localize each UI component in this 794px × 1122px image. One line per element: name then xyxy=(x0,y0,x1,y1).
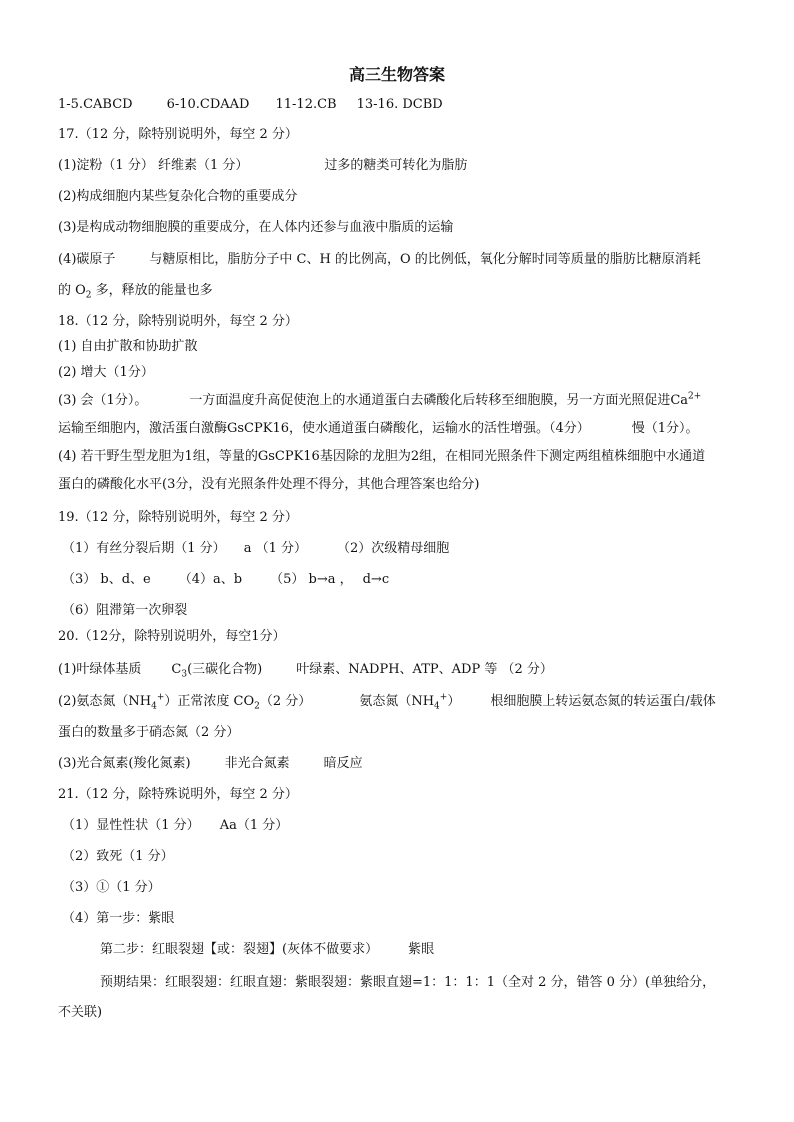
q21-line-1 xyxy=(62,817,288,835)
q18-answer-3b: 一方面温度升高促使泡上的水通道蛋白去磷酸化后转移至细胞膜，另一方面光照促进Ca xyxy=(189,393,689,408)
q17-answer-4a: (4)碳原子 xyxy=(58,252,116,267)
q19-line-3: （6）阻滞第一次卵裂 xyxy=(62,603,188,618)
q20-nh4-superscript: + xyxy=(156,692,165,703)
q17-text-end: 多，释放的能量也多 xyxy=(91,283,213,298)
q19-answer-3: （3） b、d、e xyxy=(62,572,151,587)
q20-nh4-subscript-2: 4 xyxy=(434,701,440,712)
q18-answer-4a: 运输至细胞内，激活蛋白激酶GsCPK16，使水通道蛋白磷酸化，运输水的活性增强。（4分） xyxy=(58,421,590,436)
q19-answer-1a: （1）有丝分裂后期（1 分） xyxy=(62,541,226,556)
q21-line-4: （4）第一步：紫眼 xyxy=(62,911,175,926)
q20-line-3: 蛋白的数量多于硝态氮（2 分） xyxy=(58,725,240,740)
q21-step-2: 第二步：红眼裂翅【或：裂翅】(灰体不做要求） xyxy=(100,942,379,957)
q17-line-2: (2)构成细胞内某些复杂化合物的重要成分 xyxy=(58,189,298,204)
q21-line-5 xyxy=(100,941,434,959)
q17-line-1 xyxy=(58,157,467,175)
mc-answer-1-5: 1-5.CABCD xyxy=(58,97,133,112)
q20-header: 20.（12分，除特别说明外，每空1分） xyxy=(58,629,286,644)
q19-answer-5a: （5） b→a ， xyxy=(270,572,353,587)
mc-answers xyxy=(58,96,443,114)
q19-answer-1b: a （1 分） xyxy=(243,541,307,556)
q20-line-1 xyxy=(58,661,553,679)
q18-line-2: (2) 增大（1分） xyxy=(58,365,154,380)
q21-header: 21.（12 分，除特殊说明外，每空 2 分） xyxy=(58,787,298,802)
q20-nh4-superscript-2: + xyxy=(439,692,448,703)
q19-answer-2: （2）次级精母细胞 xyxy=(336,541,450,556)
q18-line-4 xyxy=(58,420,699,438)
q20-answer-2a-end: ）正常浓度 CO xyxy=(164,694,255,709)
q20-answer-2a-points: （2 分） xyxy=(259,694,312,709)
q20-answer-2a: (2)氨态氮（NH xyxy=(58,694,152,709)
q20-answer-3a: (3)光合氮素(羧化氮素) xyxy=(58,756,191,771)
q19-line-1 xyxy=(62,540,449,558)
q20-answer-1a: (1)叶绿体基质 xyxy=(58,662,142,677)
q18-line-6: 蛋白的磷酸化水平(3分，没有光照条件处理不得分，其他合理答案也给分) xyxy=(58,477,480,492)
q18-answer-4b: 慢（1分）。 xyxy=(631,421,699,436)
page-title: 高三生物答案 xyxy=(348,65,445,84)
q20-answer-1c: 叶绿素、NADPH、ATP、ADP 等 （2 分） xyxy=(296,662,553,677)
q20-answer-1b: C xyxy=(171,662,182,677)
q21-line-2: （2）致死（1 分） xyxy=(62,849,174,864)
q18-header: 18.（12 分，除特别说明外，每空 2 分） xyxy=(58,314,298,329)
q18-line-3 xyxy=(58,392,701,410)
q18-line-1: (1) 自由扩散和协助扩散 xyxy=(58,339,198,354)
mc-answer-13-16: 13-16. DCBD xyxy=(356,97,443,112)
q20-answer-3b: 非光合氮素 xyxy=(224,756,290,771)
q17-subscript: 2 xyxy=(85,290,92,301)
q21-line-7: 不关联) xyxy=(58,1005,103,1020)
mc-answer-6-10: 6-10.CDAAD xyxy=(166,97,250,112)
q18-superscript: 2+ xyxy=(688,391,702,402)
q17-line-5 xyxy=(58,282,213,300)
q21-line-6: 预期结果：红眼裂翅：红眼直翅：紫眼裂翅：紫眼直翅=1：1：1：1（全对 2 分，错答 0 分）(单独给分， xyxy=(100,975,716,990)
q20-c3-subscript: 3 xyxy=(181,669,188,680)
q20-answer-2b: 氨态氮（NH xyxy=(359,694,435,709)
q17-answer-1b: 过多的糖类可转化为脂肪 xyxy=(324,158,468,173)
q19-line-2 xyxy=(62,571,389,589)
q20-answer-2b-end: ） xyxy=(447,694,461,709)
q18-answer-3a: (3) 会（1分）。 xyxy=(58,393,148,408)
q17-answer-1: (1)淀粉（1 分） 纤维素（1 分） xyxy=(58,158,249,173)
q21-answer-1a: （1）显性性状（1 分） xyxy=(62,818,200,833)
q19-header: 19.（12 分，除特别说明外，每空 2 分） xyxy=(58,510,298,525)
q20-nh4-subscript: 4 xyxy=(151,701,157,712)
q19-answer-5b: d→c xyxy=(362,572,390,587)
q17-line-3: (3)是构成动物细胞膜的重要成分，在人体内还参与血液中脂质的运输 xyxy=(58,220,454,235)
q21-line-3: （3）①（1 分） xyxy=(62,880,161,895)
q17-answer-4b: 与糖原相比，脂肪分子中 C、H 的比例高，O 的比例低，氧化分解时同等质量的脂肪比糖原消耗 xyxy=(149,252,701,267)
q19-answer-4: （4）a、b xyxy=(178,572,243,587)
q20-answer-3c: 暗反应 xyxy=(323,756,363,771)
q20-answer-2c: 根细胞膜上转运氨态氮的转运蛋白/载体 xyxy=(490,694,716,709)
q17-line-4 xyxy=(58,251,701,269)
q20-co2-subscript: 2 xyxy=(254,701,260,712)
q20-line-4 xyxy=(58,755,363,773)
q18-line-5: (4) 若干野生型龙胆为1组，等量的GsCPK16基因除的龙胆为2组，在相同光照条件下测定两组植株细胞中水通道 xyxy=(58,449,706,464)
mc-answer-11-12: 11-12.CB xyxy=(275,97,337,112)
q17-header: 17.（12 分，除特别说明外，每空 2 分） xyxy=(58,127,298,142)
q17-text: 的 O xyxy=(58,283,86,298)
q20-answer-1b-end: (三碳化合物) xyxy=(187,662,263,677)
q21-step-2b: 紫眼 xyxy=(408,942,435,957)
q20-line-2 xyxy=(58,693,716,711)
q21-answer-1b: Aa（1 分） xyxy=(219,818,289,833)
